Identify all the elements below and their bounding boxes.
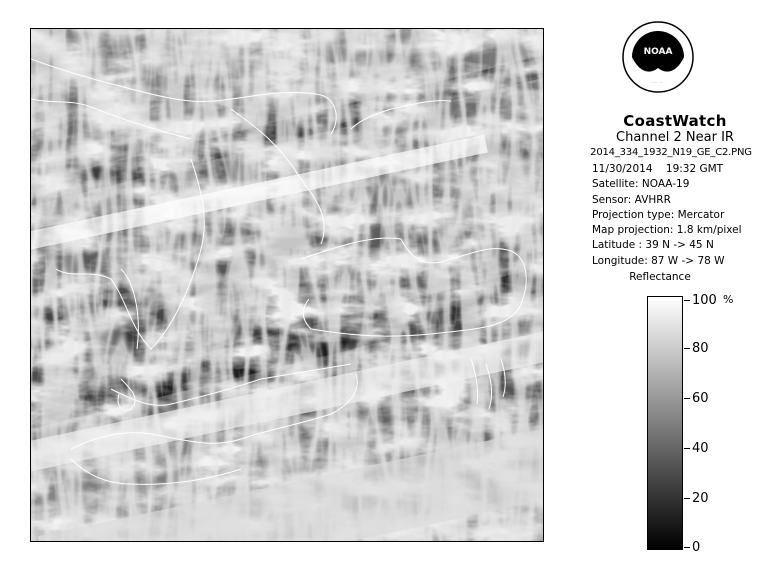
latitude-label: Latitude : 39 N -> 45 N — [592, 239, 714, 252]
map-projection-label: Map projection: 1.8 km/pixel — [592, 224, 742, 237]
reflectance-colorbar — [647, 296, 683, 550]
date-label: 11/30/2014 — [592, 163, 653, 175]
noaa-logo-icon — [620, 12, 696, 108]
satellite-image-icon — [31, 29, 543, 541]
longitude-label: Longitude: 87 W -> 78 W — [592, 254, 725, 267]
legend-tick — [684, 498, 690, 499]
legend-tick-label: 0 — [692, 540, 701, 555]
legend-tick — [684, 348, 690, 349]
legend-tick — [684, 547, 690, 548]
legend-tick-label: 20 — [692, 491, 709, 506]
legend-title: Reflectance — [629, 271, 691, 283]
time-label: 19:32 GMT — [665, 163, 724, 175]
legend-tick-label: 40 — [692, 441, 709, 456]
legend-tick-label: 60 — [692, 391, 709, 406]
satellite-image-panel — [30, 28, 544, 542]
page-title: CoastWatch — [623, 112, 727, 130]
projection-type-label: Projection type: Mercator — [592, 208, 725, 221]
legend-tick — [684, 300, 690, 301]
legend-tick — [684, 398, 690, 399]
legend-tick-label: 80 — [692, 341, 709, 356]
legend-tick-label: 100 — [692, 293, 717, 308]
noaa-logo-text: NOAA — [643, 47, 673, 57]
filename-label: 2014_334_1932_N19_GE_C2.PNG — [590, 147, 752, 158]
datetime-row — [592, 162, 742, 177]
legend-tick — [684, 448, 690, 449]
metadata-list — [592, 162, 742, 269]
legend-unit: % — [723, 293, 734, 306]
satellite-label: Satellite: NOAA-19 — [592, 178, 690, 191]
sensor-label: Sensor: AVHRR — [592, 193, 671, 206]
channel-label: Channel 2 Near IR — [616, 130, 734, 145]
